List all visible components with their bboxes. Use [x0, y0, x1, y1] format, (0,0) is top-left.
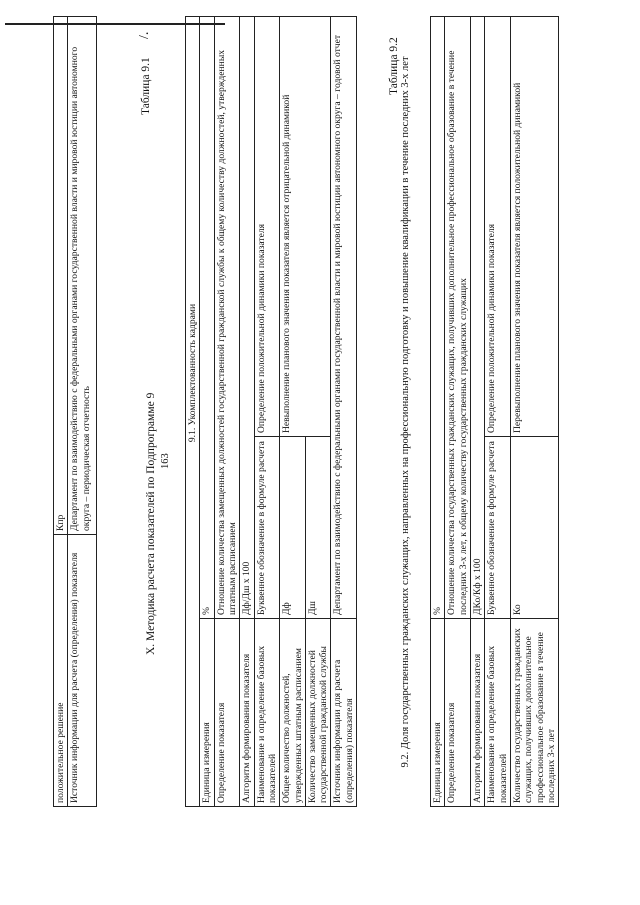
table-row [485, 17, 511, 807]
cell-extra: Определение положительной динамики показателя [254, 17, 280, 437]
cell-label: Единица измерения [200, 619, 214, 807]
table-row [54, 17, 68, 807]
cell-label: Алгоритм формирования показателя [470, 619, 484, 807]
cell-label: положительное решение [54, 535, 68, 807]
cell-label: Наименование и определение базовых показателей [485, 619, 511, 807]
section-title: X. Методика расчета показателей по Подпрограмме 9 [145, 392, 157, 655]
table-9-2-caption: 9.2. Доля государственных гражданских служащих, направленных на профессиональную подготовку и повышение квалификации в течение последних 3-х лет [400, 56, 411, 768]
table-row [200, 17, 214, 807]
table-row [280, 17, 306, 807]
table-header: 9.1. Укомплектованность кадрами [186, 17, 200, 807]
cell-extra: Невыполнение планового значения показателя является отрицательной динамикой [280, 17, 331, 437]
cell-value: % [431, 17, 445, 619]
table-row [254, 17, 280, 807]
cell-value: Ко [510, 437, 558, 619]
cell-value: Буквенное обозначение в формуле расчета [485, 437, 511, 619]
cell-label: Единица измерения [431, 619, 445, 807]
cell-label: Алгоритм формирования показателя [240, 619, 254, 807]
cell-label: Источник информации для расчета (определения) показателя [68, 535, 97, 807]
top-table [53, 16, 97, 807]
table-header-row [186, 17, 200, 807]
cell-label: Общее количество должностей, утвержденных штатным расписанием [280, 619, 306, 807]
cell-label: Источник информации для расчета (определения) показателя [331, 619, 357, 807]
cell-value: Дф/Дш х 100 [240, 17, 254, 619]
table-9-2 [430, 16, 559, 807]
table-row [240, 17, 254, 807]
table-label-9-2: Таблица 9.2 [388, 37, 400, 95]
table-row [431, 17, 445, 807]
table-label-9-1: Таблица 9.1 [140, 57, 152, 115]
cell-label: Определение показателя [445, 619, 471, 807]
cell-value: ДКо/Кф х 100 [470, 17, 484, 619]
cell-value: Дш [305, 437, 331, 619]
cell-value: Департамент по взаимодействию с федеральными органами государственной власти и мировой юстиции автономного округа – годовой отчет [331, 17, 357, 619]
cell-extra: Перевыполнение планового значения показателя является положительной динамикой [510, 17, 558, 437]
cell-label: Определение показателя [214, 619, 240, 807]
cell-value: Буквенное обозначение в формуле расчета [254, 437, 280, 619]
cell-value: Дф [280, 437, 306, 619]
table-row [510, 17, 558, 807]
table-row [68, 17, 97, 807]
cell-extra: Определение положительной динамики показателя [485, 17, 511, 437]
cell-value: % [200, 17, 214, 619]
table-row [214, 17, 240, 807]
table-9-1 [185, 16, 357, 807]
page-number: 163 [160, 453, 171, 469]
cell-value: Отношение количества замещенных должностей государственной гражданской службы к общему количеству должностей, утвержденных штатным расписанием [214, 17, 240, 619]
table-row [331, 17, 357, 807]
cell-label: Количество замещенных должностей государственной гражданской службы [305, 619, 331, 807]
cell-label: Наименование и определение базовых показателей [254, 619, 280, 807]
cell-value: Департамент по взаимодействию с федеральными органами государственной власти и мировой юстиции автономного округа – периодическая отчетность [68, 17, 97, 535]
table-row [470, 17, 484, 807]
cell-label: Количество государственных гражданских служащих, получивших дополнительное профессиональное образование в течение последних 3-х лет [510, 619, 558, 807]
handwritten-mark: /. [137, 31, 152, 39]
cell-value: Кпр [54, 17, 68, 535]
table-row [445, 17, 471, 807]
cell-value: Отношение количества государственных гражданских служащих, получивших дополнительное профессиональное образование в течение последних 3-х лет, к общему количеству государственных гражданских служащих [445, 17, 471, 619]
